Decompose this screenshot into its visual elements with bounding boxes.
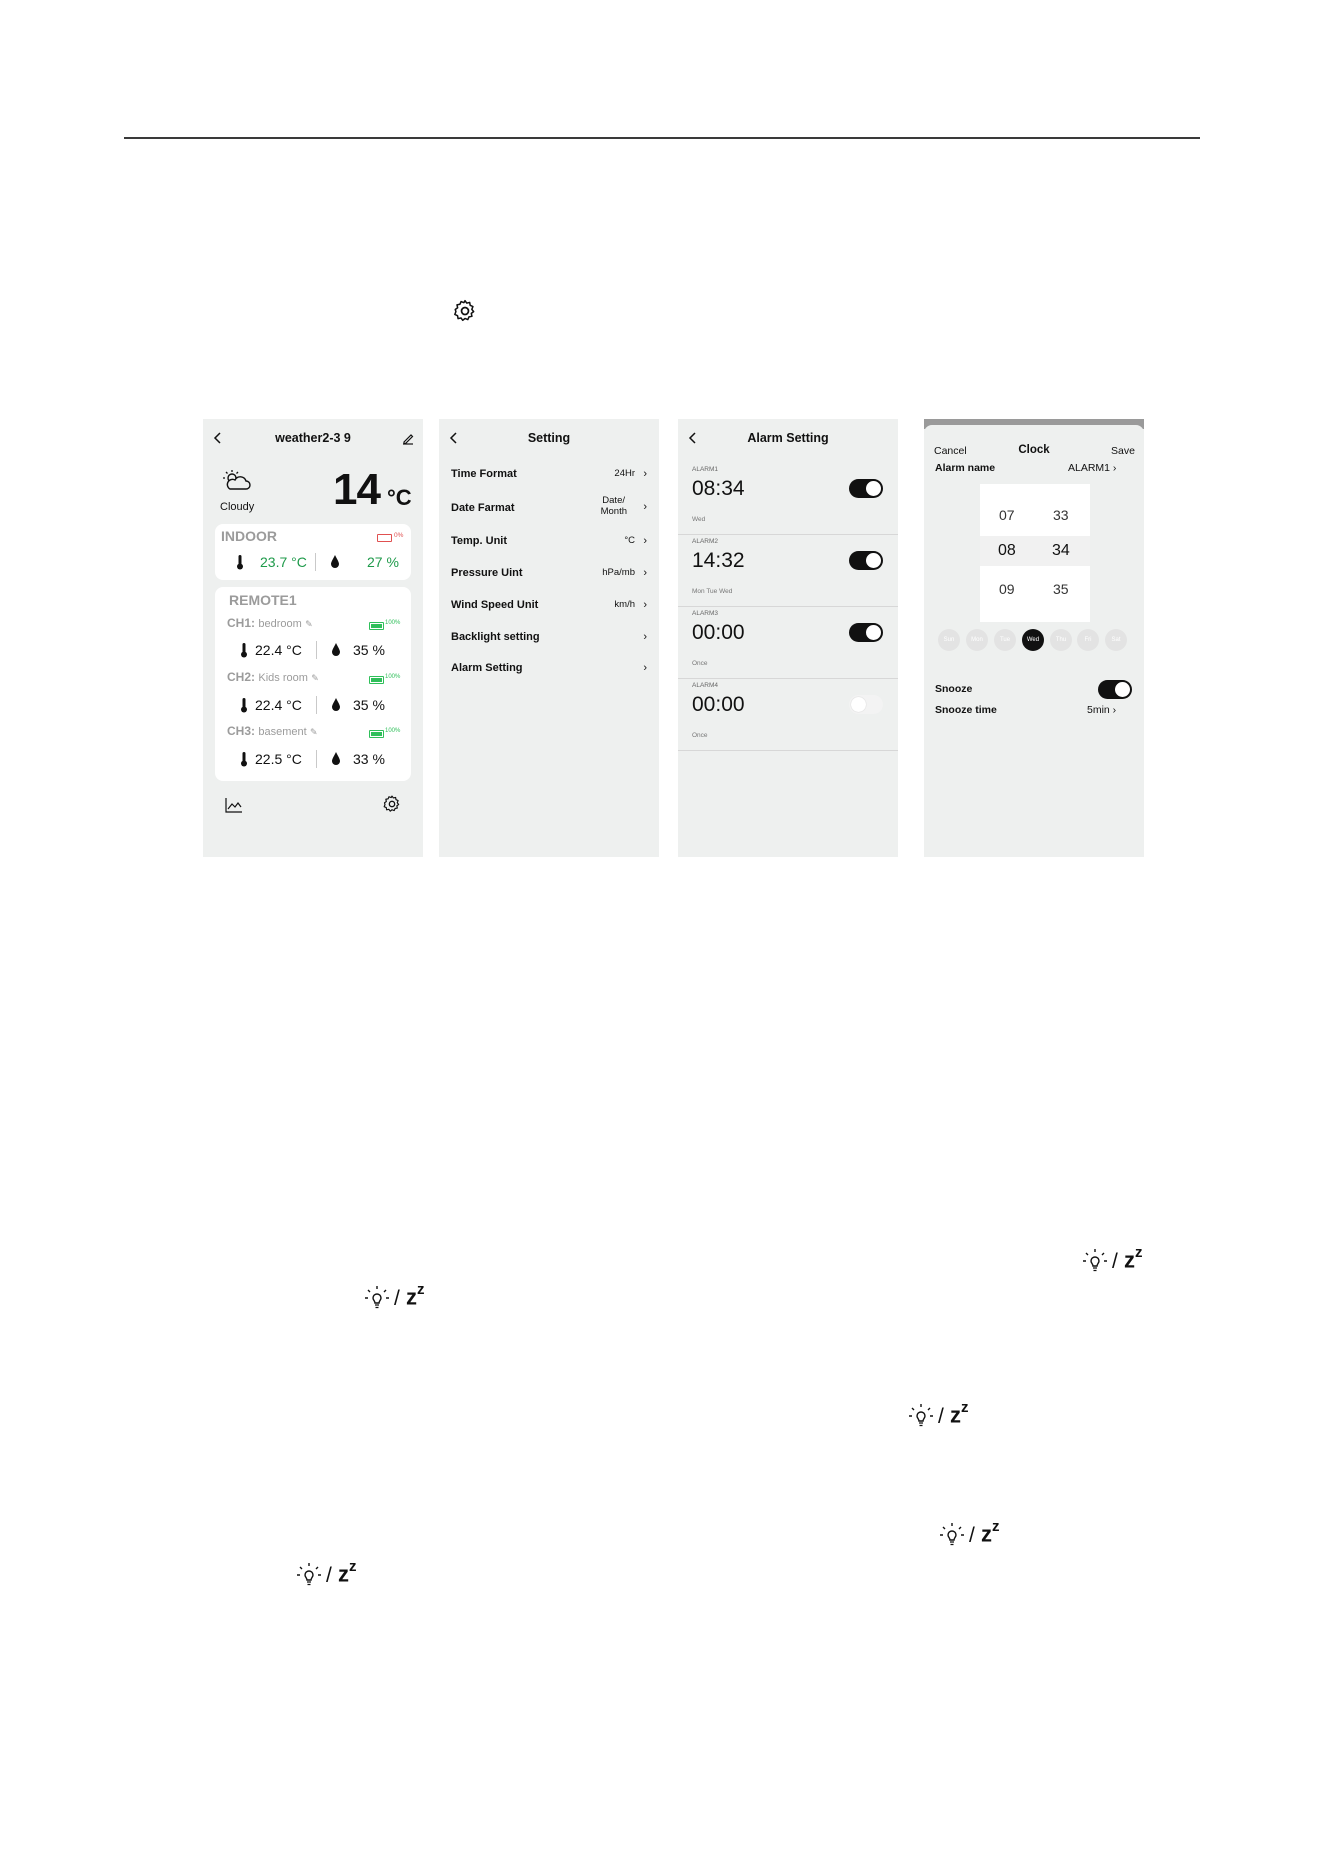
symbol-slash: / bbox=[394, 1287, 400, 1310]
chart-icon[interactable] bbox=[225, 797, 243, 813]
chevron-right-icon: › bbox=[643, 535, 647, 547]
alarm-days: Once bbox=[692, 732, 708, 739]
setting-title: Setting bbox=[527, 431, 571, 445]
setting-label: Date Farmat bbox=[451, 502, 515, 514]
setting-row-time-format[interactable] bbox=[451, 464, 647, 486]
chevron-right-icon: › bbox=[643, 567, 647, 579]
setting-value: km/h bbox=[614, 599, 635, 610]
thermometer-icon bbox=[235, 554, 245, 570]
clock-title: Clock bbox=[1018, 444, 1050, 456]
alarm-name-row[interactable] bbox=[1068, 462, 1116, 474]
bulb-icon bbox=[939, 1522, 965, 1548]
humidity-drop-icon bbox=[331, 697, 341, 712]
edit-icon[interactable]: ✎ bbox=[310, 727, 318, 737]
snooze-zz-icon: $z^z$ bbox=[338, 1558, 357, 1587]
setting-row-wind-speed-unit[interactable] bbox=[451, 595, 647, 617]
chevron-right-icon: › bbox=[643, 662, 647, 674]
alarm-toggle[interactable] bbox=[849, 695, 883, 714]
divider bbox=[316, 696, 317, 714]
alarm-name-value: ALARM1 bbox=[1068, 462, 1111, 474]
channel-id: CH1: bbox=[227, 616, 256, 630]
battery-icon bbox=[369, 730, 384, 738]
channel-humidity: 35 % bbox=[353, 642, 385, 658]
channel-humidity: 33 % bbox=[353, 751, 385, 767]
channel-id: CH2: bbox=[227, 670, 256, 684]
cancel-button[interactable]: Cancel bbox=[934, 445, 967, 457]
channel-name: bedroom bbox=[258, 618, 302, 630]
gear-icon[interactable] bbox=[382, 794, 402, 814]
setting-label: Backlight setting bbox=[451, 631, 540, 643]
channel-temp: 22.5 °C bbox=[255, 751, 302, 767]
setting-value-line2: Month bbox=[600, 506, 627, 517]
snooze-zz-icon: $z^z$ bbox=[950, 1399, 969, 1428]
cloudy-sun-icon bbox=[221, 469, 253, 493]
alarm-toggle[interactable] bbox=[849, 623, 883, 642]
snooze-toggle[interactable] bbox=[1098, 680, 1132, 699]
alarm-toggle[interactable] bbox=[849, 551, 883, 570]
alarm-time: 14:32 bbox=[692, 549, 745, 572]
alarm-days: Once bbox=[692, 660, 708, 667]
battery-icon bbox=[377, 534, 392, 542]
alarm-setting-screen bbox=[678, 419, 898, 857]
clock-alarm-edit-screen bbox=[924, 419, 1144, 857]
light-snooze-symbol bbox=[296, 1560, 368, 1588]
channel-humidity: 35 % bbox=[353, 697, 385, 713]
snooze-zz-icon: $z^z$ bbox=[981, 1518, 1000, 1547]
setting-screen bbox=[439, 419, 659, 857]
day-fri[interactable]: Fri bbox=[1077, 629, 1099, 651]
gear-icon bbox=[452, 298, 478, 324]
alarm-time: 00:00 bbox=[692, 621, 745, 644]
chevron-right-icon: › bbox=[643, 631, 647, 643]
divider bbox=[316, 750, 317, 768]
setting-label: Temp. Unit bbox=[451, 535, 508, 547]
chevron-right-icon: › bbox=[1109, 704, 1117, 716]
day-mon[interactable]: Mon bbox=[966, 629, 988, 651]
setting-row-backlight[interactable] bbox=[451, 627, 647, 649]
setting-label: Wind Speed Unit bbox=[451, 599, 539, 611]
battery-icon bbox=[369, 622, 384, 630]
minute-selected[interactable]: 34 bbox=[1052, 542, 1070, 559]
setting-value: °C bbox=[624, 535, 635, 546]
alarm-time: 08:34 bbox=[692, 477, 745, 500]
indoor-card[interactable] bbox=[215, 524, 411, 580]
divider bbox=[316, 641, 317, 659]
symbol-slash: / bbox=[1112, 1250, 1118, 1273]
light-snooze-symbol bbox=[1082, 1246, 1154, 1274]
channel-id: CH3: bbox=[227, 724, 256, 738]
sheet-top bbox=[924, 425, 1144, 437]
light-snooze-symbol bbox=[364, 1283, 436, 1311]
thermometer-icon bbox=[239, 642, 249, 658]
channel-row-1[interactable] bbox=[227, 616, 313, 630]
alarm-toggle[interactable] bbox=[849, 479, 883, 498]
outdoor-temp-unit: °C bbox=[387, 485, 412, 510]
indoor-humidity: 27 % bbox=[367, 554, 399, 570]
channel-row-3[interactable] bbox=[227, 724, 318, 738]
edit-icon[interactable] bbox=[401, 431, 415, 445]
battery-icon bbox=[369, 676, 384, 684]
bulb-icon bbox=[364, 1285, 390, 1311]
alarm-days: Wed bbox=[692, 516, 706, 523]
humidity-drop-icon bbox=[330, 554, 340, 569]
channel-row-2[interactable] bbox=[227, 670, 319, 684]
light-snooze-symbol bbox=[908, 1401, 980, 1429]
snooze-time-label: Snooze time bbox=[935, 704, 997, 716]
snooze-zz-icon: $z^z$ bbox=[1124, 1244, 1143, 1273]
channel-name: Kids room bbox=[258, 672, 308, 684]
save-button[interactable]: Save bbox=[1111, 445, 1135, 457]
setting-value: 24Hr bbox=[614, 468, 635, 479]
symbol-slash: / bbox=[938, 1405, 944, 1428]
humidity-drop-icon bbox=[331, 642, 341, 657]
indoor-temp: 23.7 °C bbox=[260, 554, 307, 570]
day-thu[interactable]: Thu bbox=[1050, 629, 1072, 651]
thermometer-icon bbox=[239, 751, 249, 767]
day-wed[interactable]: Wed bbox=[1022, 629, 1044, 651]
bulb-icon bbox=[1082, 1248, 1108, 1274]
minute-option[interactable]: 33 bbox=[1053, 507, 1069, 523]
edit-icon[interactable]: ✎ bbox=[305, 619, 313, 629]
snooze-time-value: 5min bbox=[1087, 704, 1110, 716]
symbol-slash: / bbox=[969, 1524, 975, 1547]
bulb-icon bbox=[908, 1403, 934, 1429]
alarm-item-2[interactable] bbox=[678, 535, 898, 607]
snooze-label: Snooze bbox=[935, 683, 973, 695]
header-rule bbox=[124, 137, 1200, 139]
remote-card[interactable] bbox=[215, 587, 411, 781]
channel-battery: 100% bbox=[385, 620, 401, 626]
weather-condition: Cloudy bbox=[220, 501, 255, 513]
hour-option[interactable]: 09 bbox=[999, 581, 1015, 597]
channel-name: basement bbox=[258, 726, 307, 738]
chevron-right-icon: › bbox=[643, 468, 647, 480]
day-sun[interactable]: Sun bbox=[938, 629, 960, 651]
chevron-right-icon: › bbox=[643, 599, 647, 611]
alarm-item-3[interactable] bbox=[678, 607, 898, 679]
outdoor-temp-value: 14 bbox=[333, 465, 380, 514]
light-snooze-symbol bbox=[939, 1520, 1011, 1548]
day-sat[interactable]: Sat bbox=[1105, 629, 1127, 651]
station-title: weather2-3 9 bbox=[275, 431, 351, 445]
channel-battery: 100% bbox=[385, 674, 401, 680]
alarm-name: ALARM4 bbox=[692, 682, 719, 689]
setting-label: Time Format bbox=[451, 468, 517, 480]
snooze-zz-icon: $z^z$ bbox=[406, 1281, 425, 1310]
snooze-time-row[interactable] bbox=[1087, 704, 1116, 716]
minute-option[interactable]: 35 bbox=[1053, 581, 1069, 597]
setting-row-date-format[interactable] bbox=[451, 495, 647, 523]
indoor-label: INDOOR bbox=[221, 528, 277, 544]
home-screen bbox=[203, 419, 423, 857]
channel-temp: 22.4 °C bbox=[255, 697, 302, 713]
alarm-time: 00:00 bbox=[692, 693, 745, 716]
setting-label: Pressure Uint bbox=[451, 567, 523, 579]
setting-row-alarm[interactable] bbox=[451, 658, 647, 680]
alarm-name: ALARM3 bbox=[692, 610, 719, 617]
alarm-item-1[interactable] bbox=[678, 463, 898, 535]
symbol-slash: / bbox=[326, 1564, 332, 1587]
setting-value: hPa/mb bbox=[602, 567, 635, 578]
bulb-icon bbox=[296, 1562, 322, 1588]
indoor-battery: 0% bbox=[394, 532, 404, 539]
picker-selection-band bbox=[980, 536, 1090, 566]
alarm-days: Mon Tue Wed bbox=[692, 588, 733, 595]
setting-row-pressure-unit[interactable] bbox=[451, 563, 647, 585]
day-tue[interactable]: Tue bbox=[994, 629, 1016, 651]
alarm-setting-title: Alarm Setting bbox=[747, 431, 829, 445]
setting-value: Date/ bbox=[602, 495, 625, 506]
remote-label: REMOTE1 bbox=[229, 592, 297, 608]
alarm-item-4[interactable] bbox=[678, 679, 898, 751]
alarm-name: ALARM1 bbox=[692, 466, 719, 473]
channel-battery: 100% bbox=[385, 728, 401, 734]
edit-icon[interactable]: ✎ bbox=[311, 673, 319, 683]
humidity-drop-icon bbox=[331, 751, 341, 766]
divider bbox=[315, 553, 316, 571]
chevron-right-icon: › bbox=[643, 501, 647, 513]
setting-label: Alarm Setting bbox=[451, 662, 523, 674]
setting-row-temp-unit[interactable] bbox=[451, 531, 647, 553]
alarm-name: ALARM2 bbox=[692, 538, 719, 545]
channel-temp: 22.4 °C bbox=[255, 642, 302, 658]
chevron-right-icon: › bbox=[1110, 462, 1117, 474]
thermometer-icon bbox=[239, 697, 249, 713]
alarm-name-label: Alarm name bbox=[935, 462, 996, 474]
hour-option[interactable]: 07 bbox=[999, 507, 1015, 523]
hour-selected[interactable]: 08 bbox=[998, 542, 1016, 559]
time-picker[interactable] bbox=[980, 484, 1090, 622]
